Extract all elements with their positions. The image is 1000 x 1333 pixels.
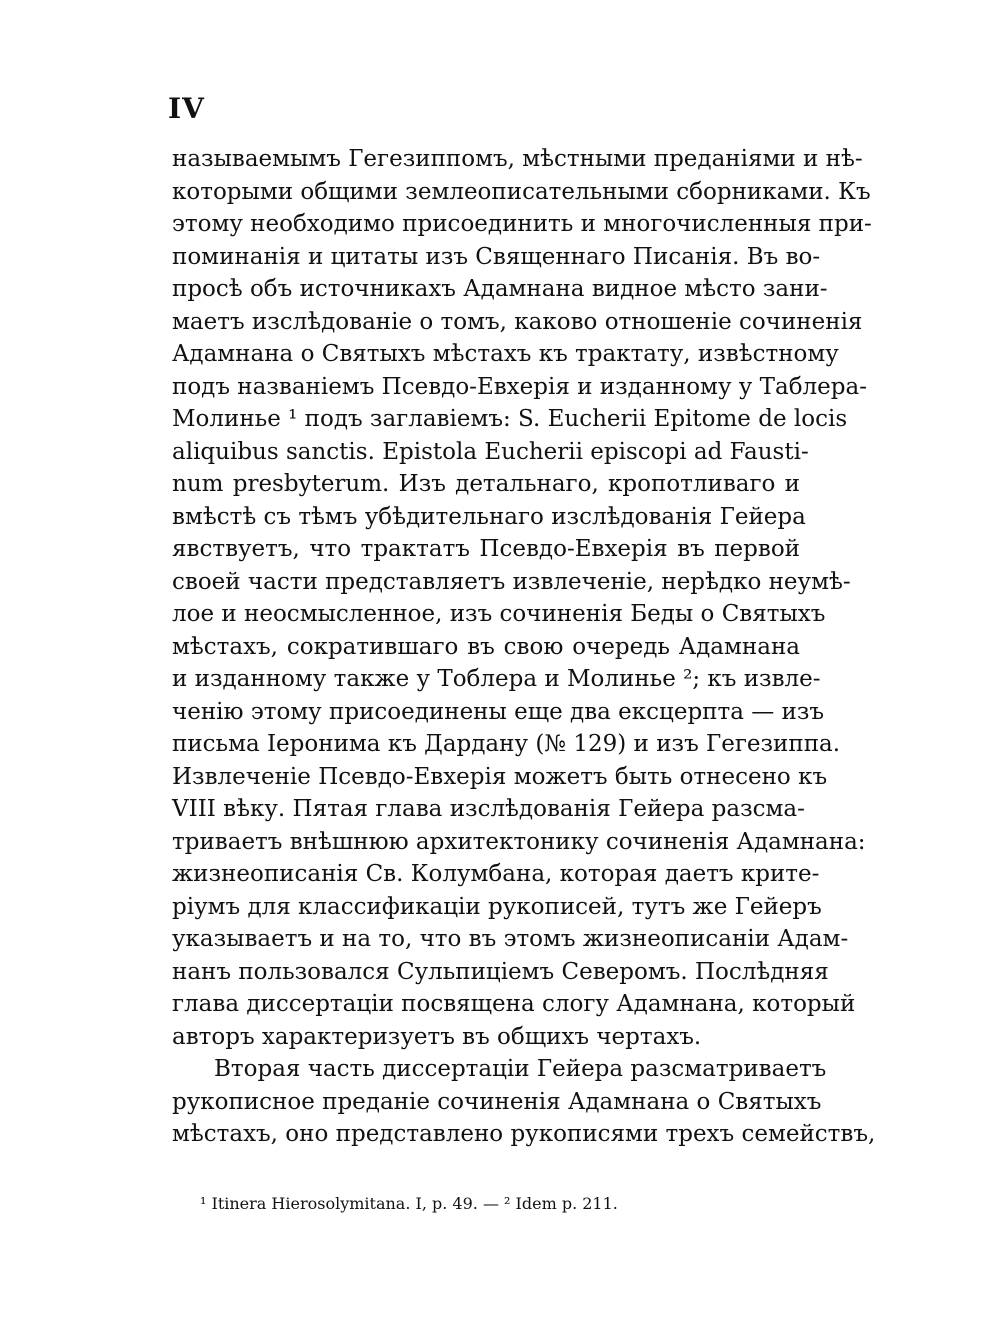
text-line: вмѣстѣ съ тѣмъ убѣдительнаго изслѣдованія Гейера — [172, 503, 806, 530]
text-line: Вторая часть диссертаціи Гейера разсматриваетъ — [214, 1056, 827, 1082]
text-line: лое и неосмысленное, изъ сочиненія Беды о Святыхъ — [172, 601, 826, 627]
text-line: письма Іеронима къ Дардану (№ 129) и изъ Гегезиппа. — [172, 731, 841, 757]
text-line: подъ названіемъ Псевдо-Евхерія и изданному у Таблера- — [172, 373, 867, 400]
text-line: ріумъ для классификаціи рукописей, тутъ же Гейеръ — [172, 893, 822, 920]
body-text — [172, 143, 876, 1151]
text-line: мѣстахъ, сократившаго въ свою очередь Адамнана — [172, 633, 800, 660]
text-line: num presbyterum. Изъ детальнаго, кропотливаго и — [172, 471, 800, 497]
text-line: рукописное преданіе сочиненія Адамнана о Святыхъ — [172, 1088, 822, 1115]
text-line: маетъ изслѣдованіе о томъ, каково отношеніе сочиненія — [172, 308, 863, 335]
text-line: ченію этому присоединены еще два ексцерпта — изъ — [172, 698, 825, 725]
text-line: aliquibus sanctis. Epistola Eucherii episcopi ad Fausti- — [172, 438, 809, 465]
text-line: VIII вѣку. Пятая глава изслѣдованія Гейера разсма- — [172, 796, 805, 822]
text-line: Извлеченіе Псевдо-Евхерія можетъ быть отнесено къ — [172, 763, 828, 790]
text-line: триваетъ внѣшнюю архитектонику сочиненія Адамнана: — [172, 828, 866, 855]
footnotes: ¹ Itinera Hierosolymitana. I, p. 49. — ² Idem p. 211. — [200, 1194, 618, 1213]
text-line: и изданному также у Тоблера и Молинье ²; къ извле- — [172, 666, 821, 692]
text-line: этому необходимо присоединить и многочисленныя при- — [172, 211, 872, 237]
text-line: называемымъ Гегезиппомъ, мѣстными преданіями и нѣ- — [172, 146, 863, 172]
text-line: поминанія и цитаты изъ Священнаго Писанія. Въ во- — [172, 243, 821, 270]
text-line: своей части представляетъ извлеченіе, нерѣдко неумѣ- — [172, 568, 851, 595]
text-line: мѣстахъ, оно представлено рукописями трехъ семействъ, — [172, 1121, 876, 1147]
text-line: которыми общими землеописательными сборниками. Къ — [172, 178, 871, 205]
text-line: просѣ объ источникахъ Адамнана видное мѣсто зани- — [172, 276, 828, 302]
text-line: указываетъ и на то, что въ этомъ жизнеописаніи Адам- — [172, 926, 849, 952]
paragraph-1 — [172, 143, 872, 1053]
text-line: нанъ пользовался Сульпиціемъ Северомъ. Послѣдняя — [172, 958, 829, 985]
text-line: глава диссертаціи посвящена слогу Адамнана, который — [172, 991, 856, 1017]
page-number: IV — [168, 92, 205, 125]
text-line: Адамнана о Святыхъ мѣстахъ къ трактату, извѣстному — [172, 341, 839, 367]
text-line: явствуетъ, что трактатъ Псевдо-Евхерія въ первой — [172, 536, 800, 562]
text-line: Молинье ¹ подъ заглавіемъ: S. Eucherii Epitome de locis — [172, 406, 848, 432]
paragraph-2 — [172, 1053, 876, 1151]
text-line: авторъ характеризуетъ въ общихъ чертахъ. — [172, 1023, 702, 1050]
text-line: жизнеописанія Св. Колумбана, которая даетъ крите- — [172, 861, 820, 887]
